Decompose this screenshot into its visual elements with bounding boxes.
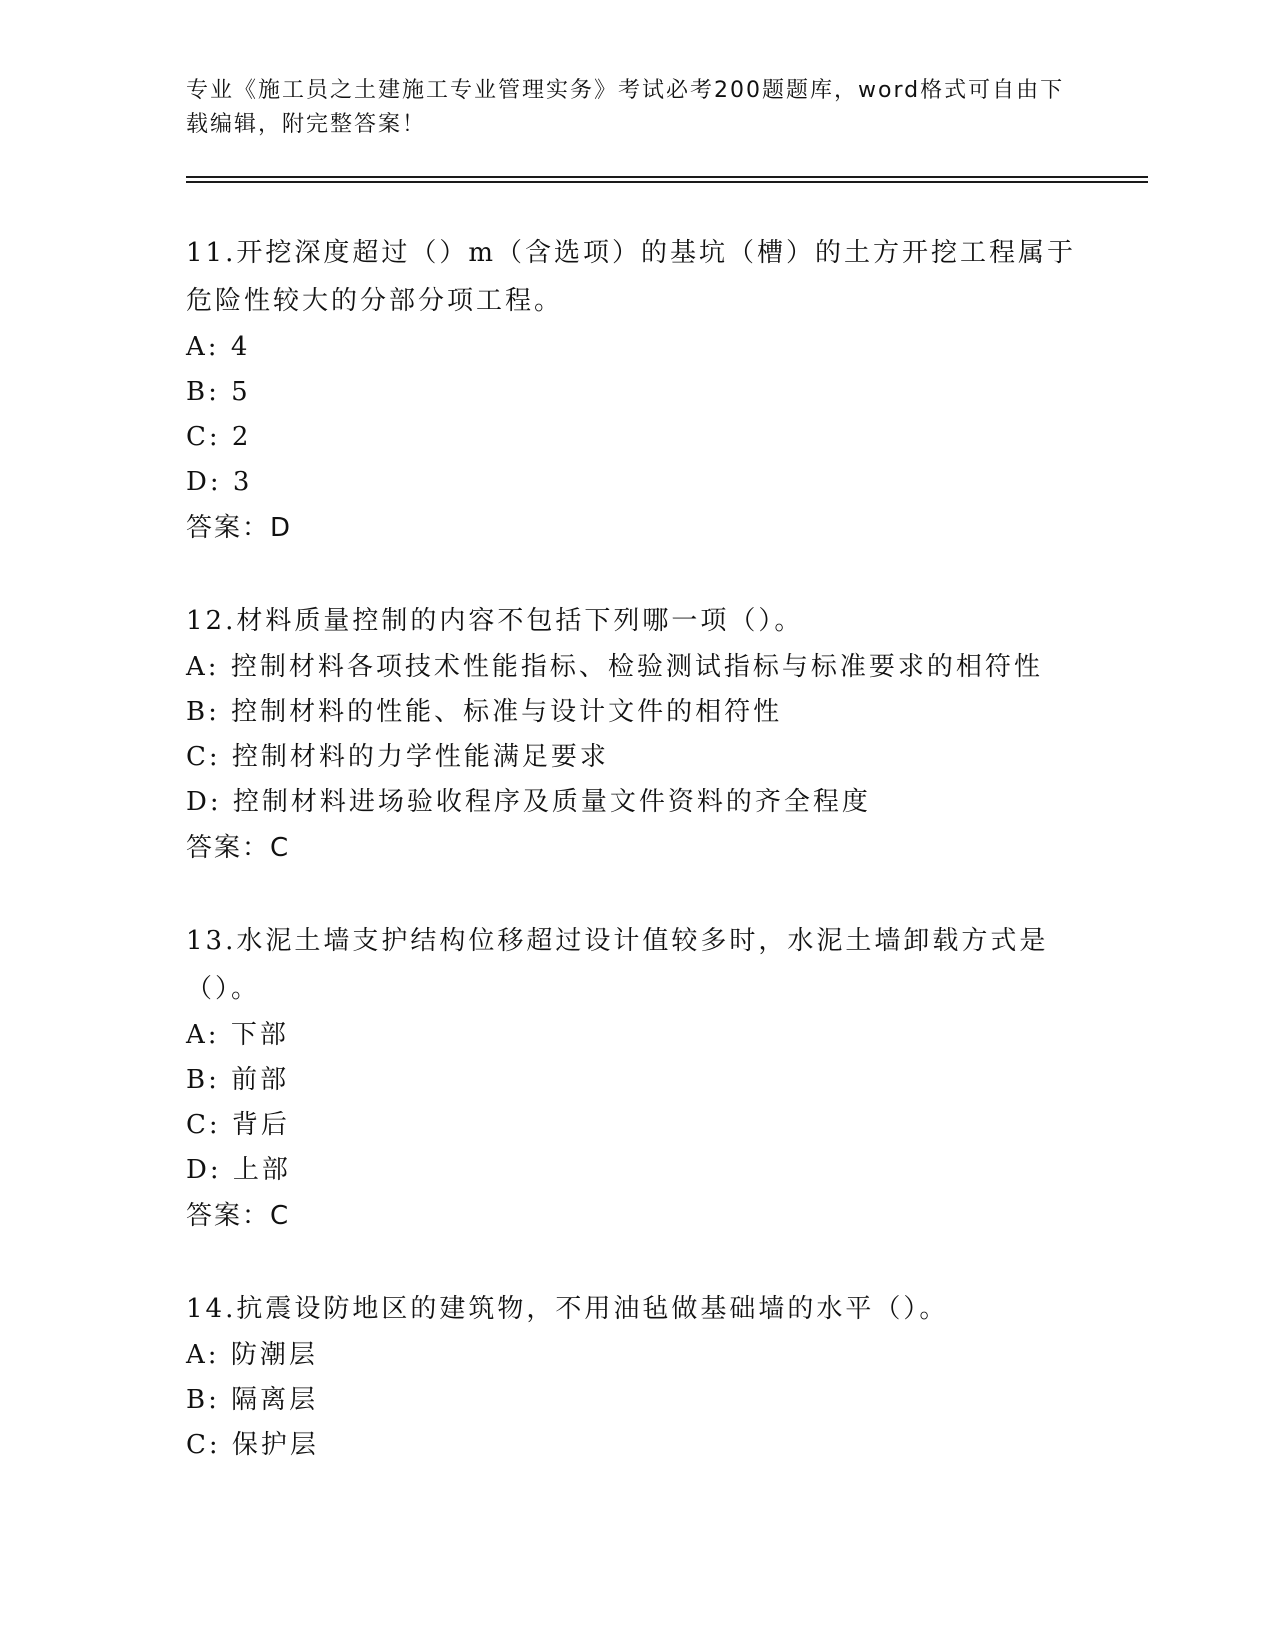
answer-line: 答案：C <box>186 1201 291 1231</box>
option-label: A: <box>186 332 220 362</box>
option-label: D: <box>186 1155 222 1185</box>
option-text: 防潮层 <box>230 1340 318 1370</box>
question-list <box>186 229 1086 1514</box>
option-text: 控制材料的力学性能满足要求 <box>231 742 609 772</box>
header-divider-top <box>186 176 1148 178</box>
option-a <box>186 645 1086 690</box>
option-label: D: <box>186 787 222 817</box>
option-label: D: <box>186 467 222 497</box>
question-text: 13.水泥土墙支护结构位移超过设计值较多时，水泥土墙卸载方式是（）。 <box>186 926 1049 1004</box>
header-divider-bottom <box>186 181 1148 183</box>
question-11 <box>186 229 1086 551</box>
option-text: 4 <box>230 332 251 362</box>
question-text: 14.抗震设防地区的建筑物，不用油毡做基础墙的水平（）。 <box>186 1294 949 1324</box>
option-c <box>186 1103 1086 1148</box>
option-d <box>186 780 1086 825</box>
option-text: 保护层 <box>231 1430 319 1460</box>
answer-line: 答案：C <box>186 833 291 863</box>
option-text: 5 <box>231 377 251 407</box>
option-b <box>186 370 1086 415</box>
document-header: 专业《施工员之土建施工专业管理实务》考试必考200题题库，word格式可自由下载编辑，附完整答案！ <box>186 78 1065 137</box>
option-label: B: <box>186 697 220 727</box>
option-b <box>186 1058 1086 1103</box>
option-label: B: <box>186 377 220 407</box>
option-text: 控制材料的性能、标准与设计文件的相符性 <box>231 697 783 727</box>
option-d <box>186 460 1086 505</box>
option-text: 隔离层 <box>231 1385 319 1415</box>
option-b <box>186 690 1086 735</box>
option-c <box>186 415 1086 460</box>
option-d <box>186 1148 1086 1193</box>
question-text: 12.材料质量控制的内容不包括下列哪一项（）。 <box>186 606 804 636</box>
option-text: 背后 <box>231 1110 290 1140</box>
option-text: 2 <box>231 422 252 452</box>
option-a <box>186 325 1086 370</box>
option-a <box>186 1013 1086 1058</box>
option-c <box>186 735 1086 780</box>
option-label: A: <box>186 652 220 682</box>
option-b <box>186 1378 1086 1423</box>
question-12 <box>186 597 1086 871</box>
option-label: C: <box>186 422 221 452</box>
option-text: 前部 <box>231 1065 290 1095</box>
option-label: C: <box>186 742 221 772</box>
option-text: 下部 <box>230 1020 289 1050</box>
option-label: B: <box>186 1385 220 1415</box>
option-text: 上部 <box>232 1155 291 1185</box>
option-label: C: <box>186 1110 221 1140</box>
option-a <box>186 1333 1086 1378</box>
option-label: A: <box>186 1020 220 1050</box>
option-label: A: <box>186 1340 220 1370</box>
question-text: 11.开挖深度超过（）m（含选项）的基坑（槽）的土方开挖工程属于危险性较大的分部分项工程。 <box>186 238 1077 316</box>
question-13 <box>186 917 1086 1239</box>
option-label: B: <box>186 1065 220 1095</box>
option-text: 控制材料进场验收程序及质量文件资料的齐全程度 <box>232 787 871 817</box>
option-text: 控制材料各项技术性能指标、检验测试指标与标准要求的相符性 <box>230 652 1043 682</box>
question-14 <box>186 1285 1086 1468</box>
option-text: 3 <box>232 467 253 497</box>
answer-line: 答案：D <box>186 513 293 543</box>
option-c <box>186 1423 1086 1468</box>
option-label: C: <box>186 1430 221 1460</box>
